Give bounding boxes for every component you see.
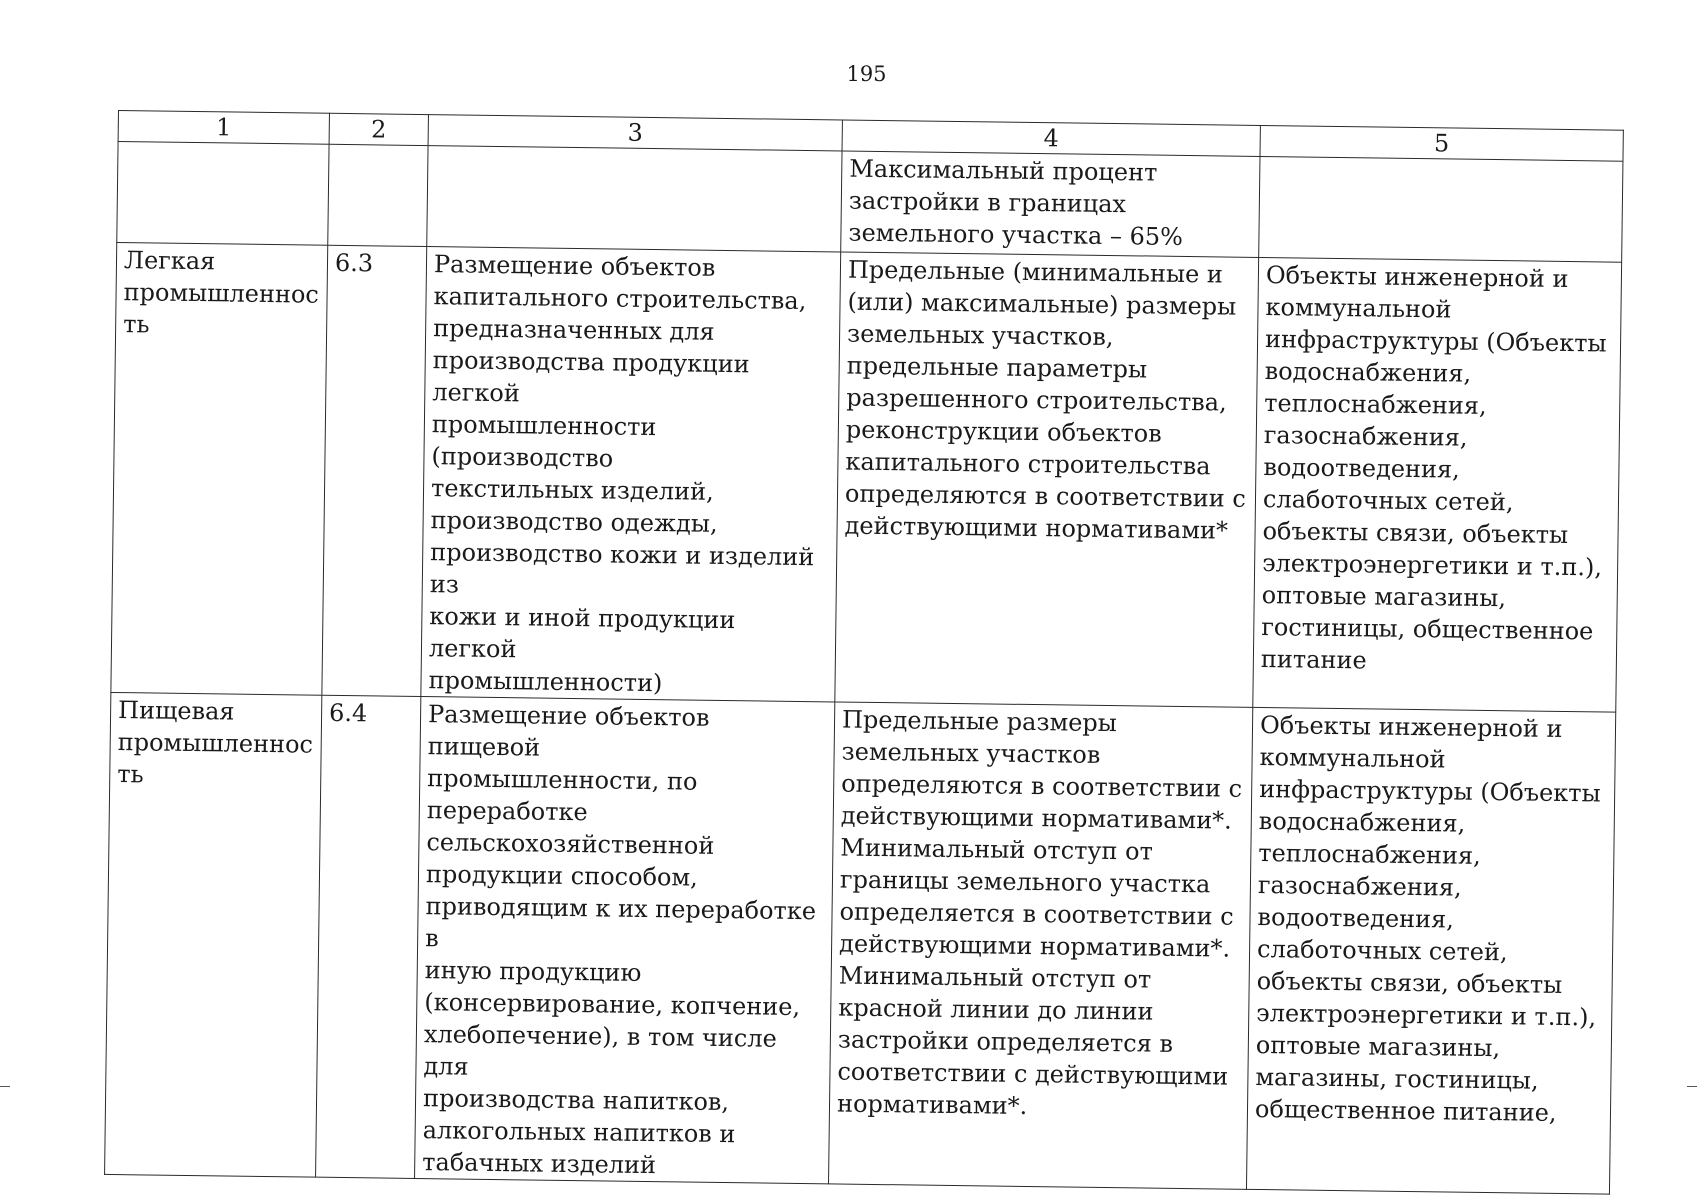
column-number-5: 5	[1260, 125, 1623, 161]
parameters-cell: Предельные (минимальные и (или) максимальные) размеры земельных участков, предельные параметры разрешенного строительства, реконструкции объектов капитального строительства определяются в соответствии с действующими нормативами*	[835, 252, 1259, 707]
use-name-cell: Легкая промышленнос ть	[111, 242, 328, 695]
land-use-table	[104, 110, 1624, 1195]
column-number-2: 2	[329, 113, 428, 145]
use-description-cell	[427, 146, 842, 252]
table-row	[117, 142, 1623, 263]
page-number: 195	[846, 62, 887, 86]
left-edge-mark	[0, 1086, 10, 1087]
auxiliary-uses-cell: Объекты инженерной и коммунальной инфраструктуры (Объекты водоснабжения, теплоснабжения, газоснабжения, водоотведения, слаботочных сетей, объекты связи, объекты электроэнергетики и т.п.), оптовые магазины, магазины, гостиницы, общественное питание,	[1246, 707, 1615, 1194]
auxiliary-uses-cell	[1259, 156, 1623, 262]
column-number-1: 1	[118, 111, 329, 145]
column-number-4: 4	[842, 120, 1260, 156]
parameters-cell: Предельные размеры земельных участков определяются в соответствии с действующими нормативами*. Минимальный отступ от границы земельного участка определяется в соответствии с действующими нормативами*. Минимальный отступ от красной линии до линии застройки определяется в соответствии с действующими нормативами*.	[829, 702, 1253, 1189]
use-name-cell: Пищевая промышленнос ть	[105, 692, 322, 1177]
table-row	[111, 242, 1622, 712]
table-row	[105, 692, 1616, 1194]
auxiliary-uses-cell: Объекты инженерной и коммунальной инфраструктуры (Объекты водоснабжения, теплоснабжения, газоснабжения, водоотведения, слаботочных сетей, объекты связи, объекты электроэнергетики и т.п.), оптовые магазины, гостиницы, общественное питание	[1253, 257, 1622, 712]
use-code-cell: 6.4	[316, 695, 421, 1178]
use-code-cell: 6.3	[322, 245, 427, 696]
document-sheet	[104, 110, 1624, 1195]
use-description-cell: Размещение объектов пищевой промышленности, по переработке сельскохозяйственной продукции способом, приводящим к их переработке в иную продукцию (консервирование, копчение, хлебопечение), в том числе для производства напитков, алкогольных напитков и табачных изделий	[415, 697, 835, 1184]
parameters-cell: Максимальный процент застройки в границах земельного участка – 65%	[841, 151, 1260, 257]
right-edge-mark	[1687, 1086, 1697, 1087]
column-number-3: 3	[428, 115, 842, 151]
use-name-cell	[117, 142, 329, 246]
use-code-cell	[328, 144, 428, 246]
use-description-cell: Размещение объектов капитального строительства, предназначенных для производства продукции легкой промышленности (производство текстильных изделий, производство одежды, производство кожи и изделий из кожи и иной продукции легкой промышленности)	[421, 247, 841, 702]
